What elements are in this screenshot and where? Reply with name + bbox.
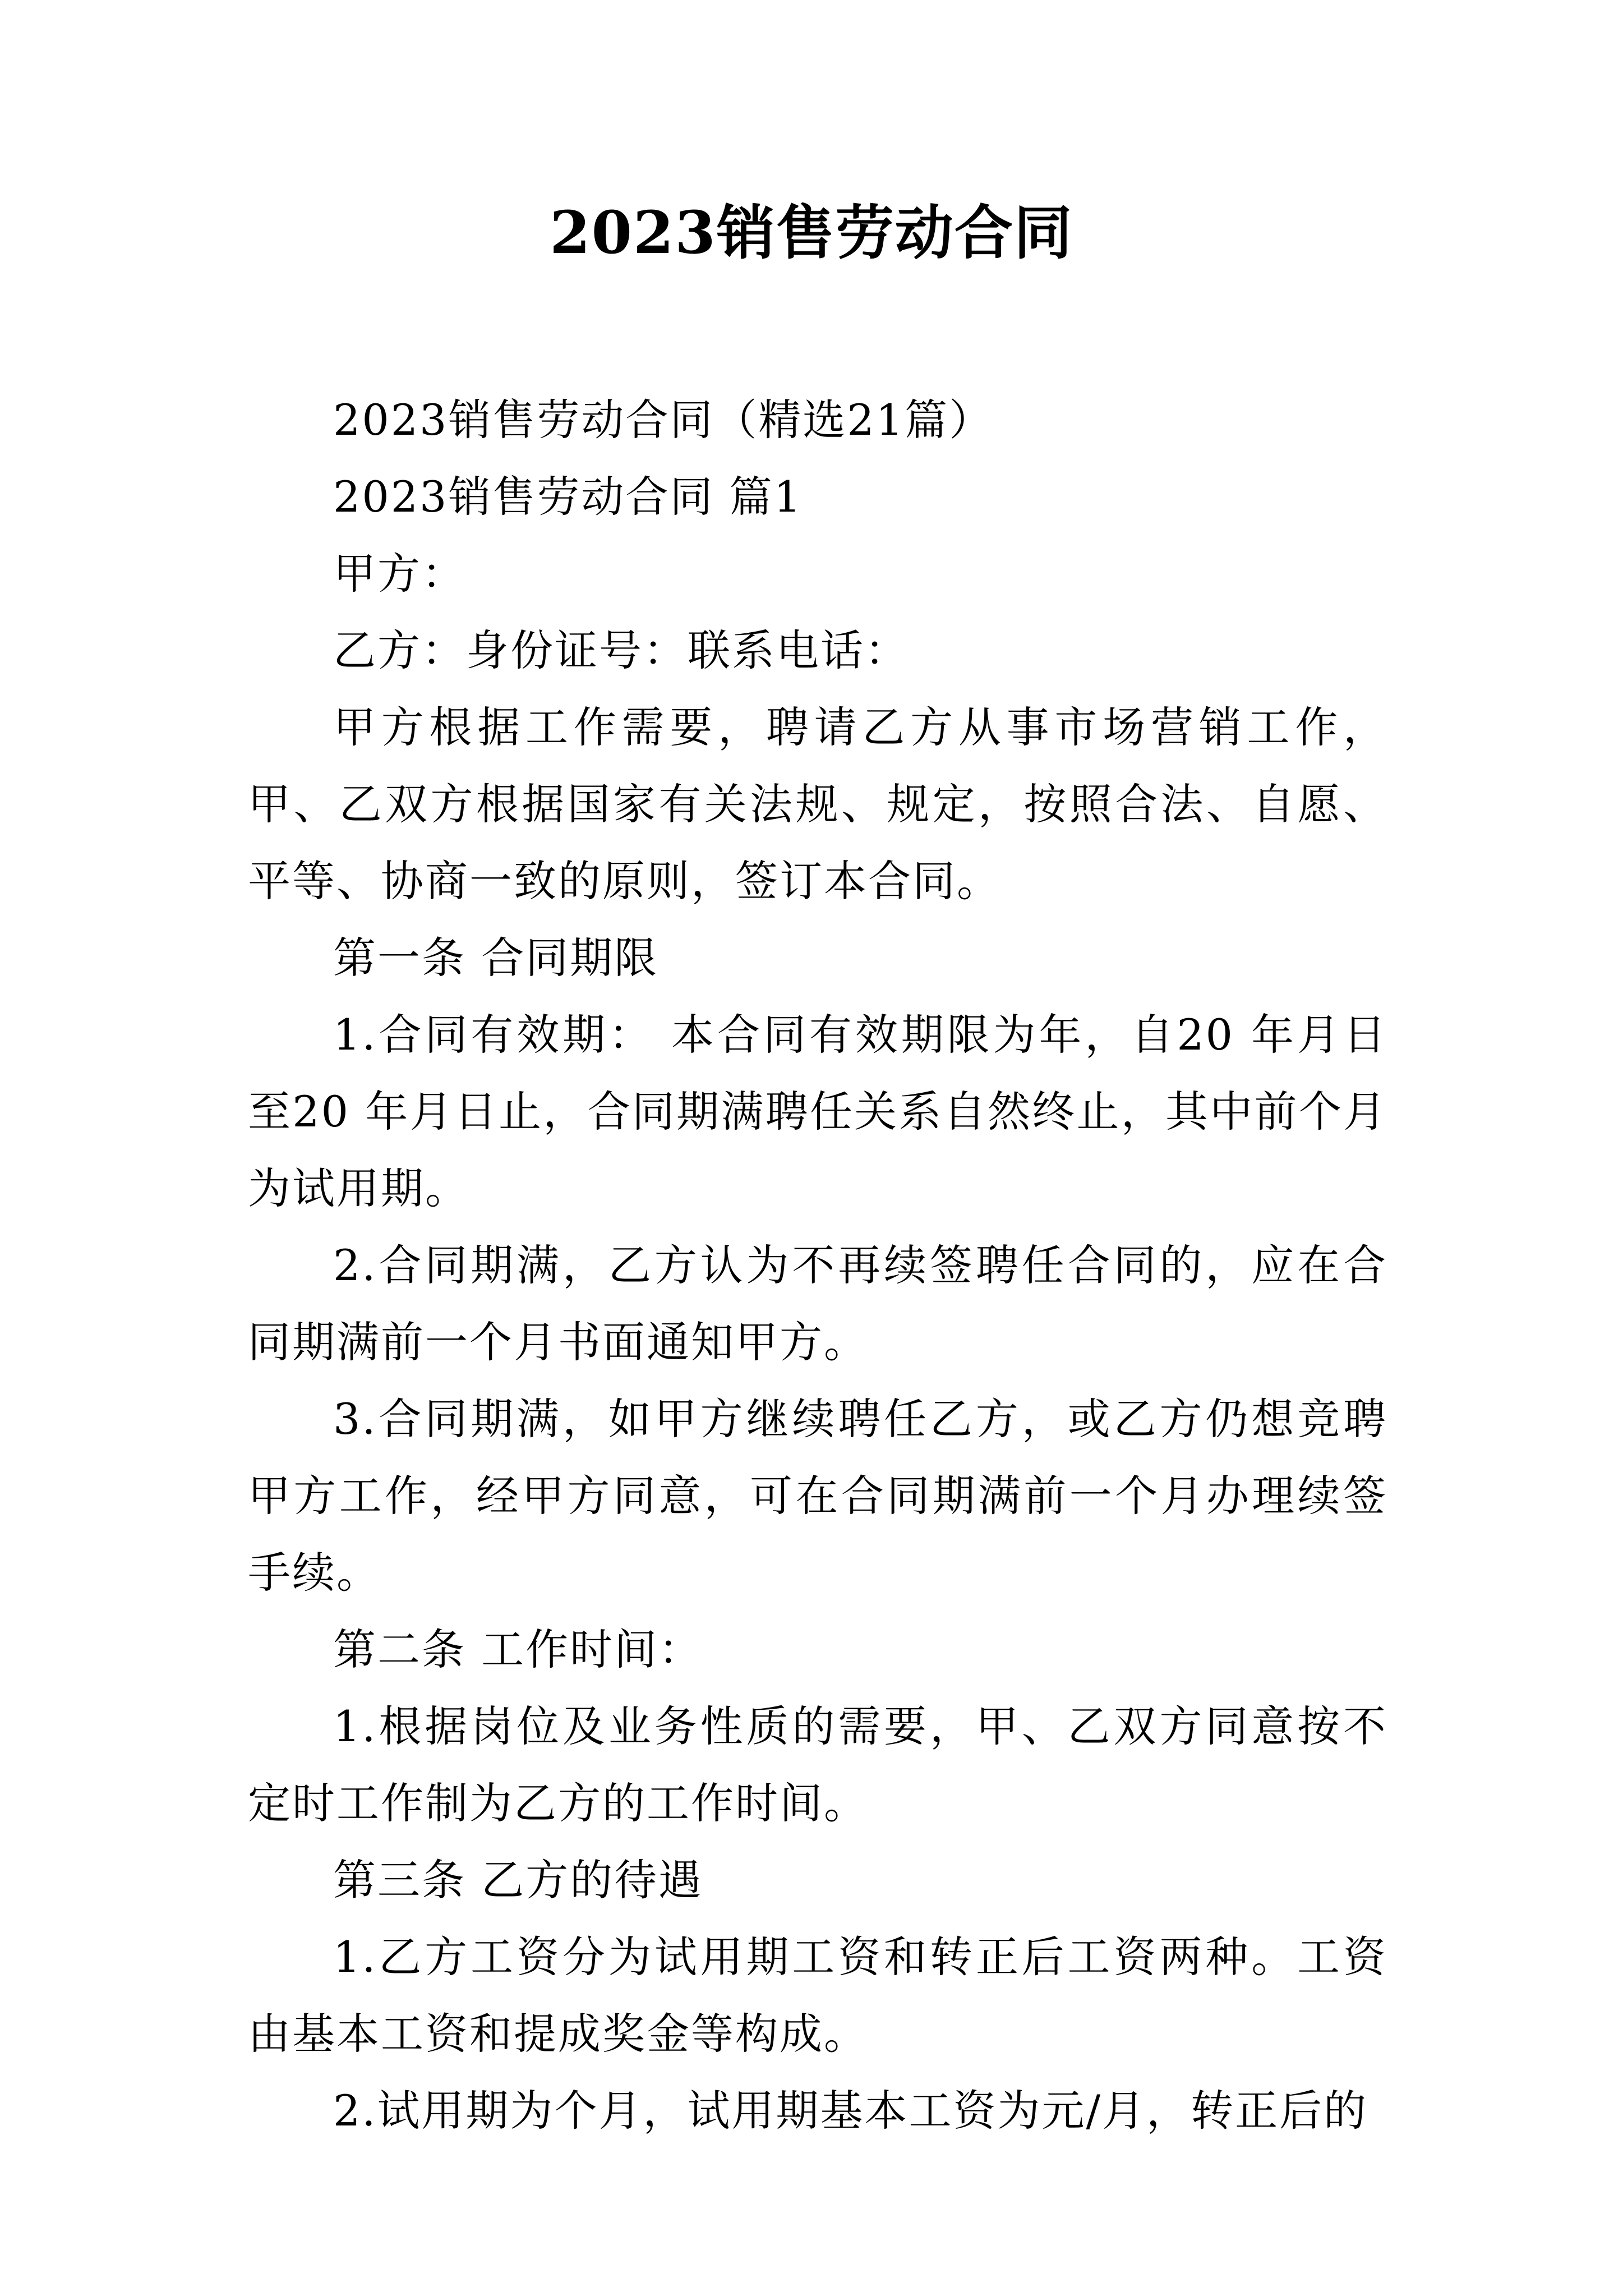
paragraph-subtitle: 2023销售劳动合同（精选21篇） [333,395,994,445]
paragraph-article-1-item-3: 3.合同期满，如甲方继续聘任乙方，或乙方仍想竞聘甲方工作，经甲方同意，可在合同期满前一个月办理续签手续。 [248,1394,1387,1598]
paragraph-article-1-item-2: 2.合同期满，乙方认为不再续签聘任合同的，应在合同期满前一个月书面通知甲方。 [248,1240,1387,1367]
paragraph-article-2-item-1: 1.根据岗位及业务性质的需要，甲、乙双方同意按不定时工作制为乙方的工作时间。 [248,1701,1387,1828]
paragraph-preamble: 甲方根据工作需要，聘请乙方从事市场营销工作，甲、乙双方根据国家有关法规、规定，按照合法、自愿、平等、协商一致的原则，签订本合同。 [248,702,1387,906]
paragraph-article-2-heading: 第二条 工作时间： [333,1625,703,1674]
paragraph-article-3-heading: 第三条 乙方的待遇 [333,1855,703,1905]
paragraph-article-3-item-2: 2.试用期为个月，试用期基本工资为元/月，转正后的 [333,2086,1368,2136]
paragraph-article-1-item-1: 1.合同有效期： 本合同有效期限为年，自20 年月日至20 年月日止，合同期满聘任关系自然终止，其中前个月为试用期。 [248,1010,1387,1213]
paragraph-party-a: 甲方： [333,549,466,599]
paragraph-article-1-heading: 第一条 合同期限 [333,933,659,983]
paragraph-part-heading: 2023销售劳动合同 篇1 [333,472,803,522]
paragraph-article-3-item-1: 1.乙方工资分为试用期工资和转正后工资两种。工资由基本工资和提成奖金等构成。 [248,1932,1387,2059]
document-body [248,381,1387,2149]
document-title: 2023销售劳动合同 [550,198,1073,267]
paragraph-party-b: 乙方：身份证号：联系电话： [333,625,909,675]
